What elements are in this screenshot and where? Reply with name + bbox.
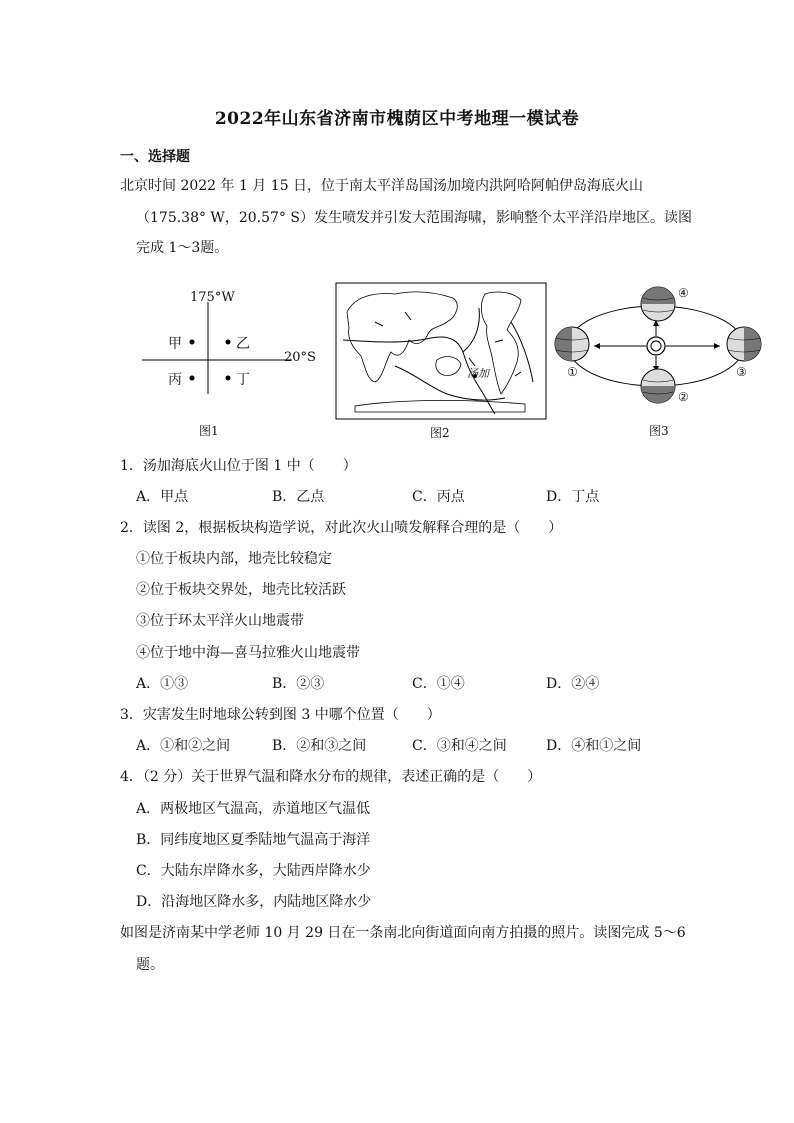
- intro-line-2: （175.38° W，20.57° S）发生喷发并引发大范围海啸，影响整个太平洋沿岸地区。读图: [136, 210, 692, 226]
- point-yi: [226, 340, 231, 345]
- figure-1-axes: [140, 290, 320, 400]
- option-c: C．丙点: [412, 489, 465, 505]
- option-b: B．②③: [272, 676, 325, 692]
- question-3-stem: 3．灾害发生时地球公转到图 3 中哪个位置（ ）: [120, 707, 441, 723]
- label-yi: 乙: [236, 336, 250, 352]
- statement-2: ②位于板块交界处，地壳比较活跃: [136, 582, 346, 598]
- position-2-label: ②: [678, 390, 689, 404]
- page-title: 2022年山东省济南市槐荫区中考地理一模试卷: [214, 109, 580, 129]
- earth-position-2-icon: [641, 369, 675, 403]
- question-4-option-b: B．同纬度地区夏季陆地气温高于海洋: [136, 832, 371, 848]
- figure-1-coordinate-diagram: [140, 290, 320, 400]
- option-d: D．②④: [546, 676, 600, 692]
- figure-1-caption: 图1: [199, 424, 219, 438]
- label-bing: 丙: [168, 372, 182, 388]
- question-4-option-d: D．沿海地区降水多，内陆地区降水少: [136, 894, 372, 910]
- option-a: A．①③: [136, 676, 189, 692]
- position-1-label: ①: [567, 365, 578, 379]
- earth-position-4-icon: [641, 287, 675, 321]
- statement-1: ①位于板块内部，地壳比较稳定: [136, 551, 332, 567]
- option-d: D．丁点: [546, 489, 600, 505]
- point-ding: [226, 376, 231, 381]
- label-ding: 丁: [236, 372, 250, 388]
- question-1-stem: 1．汤加海底火山位于图 1 中（ ）: [120, 458, 357, 474]
- point-bing: [190, 376, 195, 381]
- question-4-option-c: C．大陆东岸降水多，大陆西岸降水少: [136, 863, 371, 879]
- option-c: C．③和④之间: [412, 738, 507, 754]
- intro2-line-1: 如图是济南某中学老师 10 月 29 日在一条南北向街道面向南方拍摄的照片。读图完成 5～6: [120, 925, 686, 941]
- statement-4: ④位于地中海—喜马拉雅火山地震带: [136, 645, 360, 661]
- longitude-label: 175°W: [190, 290, 235, 305]
- section-heading: 一、选择题: [120, 149, 190, 165]
- question-4-stem: 4．（2 分）关于世界气温和降水分布的规律，表述正确的是（ ）: [120, 769, 542, 785]
- option-b: B．②和③之间: [272, 738, 367, 754]
- plate-map-graphic: [335, 282, 547, 420]
- figure-2-caption: 图2: [430, 426, 450, 440]
- tonga-label: 汤加: [467, 367, 489, 380]
- question-2-stem: 2．读图 2，根据板块构造学说，对此次火山喷发解释合理的是（ ）: [120, 520, 563, 536]
- orbit-graphic: [550, 284, 768, 414]
- option-d: D．④和①之间: [546, 738, 642, 754]
- intro-line-1: 北京时间 2022 年 1 月 15 日，位于南太平洋岛国汤加境内洪阿哈阿帕伊岛海底火山: [120, 178, 644, 194]
- latitude-label: 20°S: [284, 350, 316, 365]
- option-c: C．①④: [412, 676, 465, 692]
- figure-2-plate-map: [335, 282, 547, 420]
- label-jia: 甲: [168, 336, 182, 352]
- question-4-option-a: A．两极地区气温高，赤道地区气温低: [136, 801, 371, 817]
- option-b: B．乙点: [272, 489, 325, 505]
- figure-3-caption: 图3: [649, 424, 669, 438]
- intro2-line-2: 题。: [136, 957, 164, 973]
- intro-line-3: 完成 1～3题。: [136, 240, 229, 256]
- option-a: A．甲点: [136, 489, 189, 505]
- option-a: A．①和②之间: [136, 738, 231, 754]
- figure-3-orbit-diagram: [550, 284, 768, 414]
- point-jia: [190, 340, 195, 345]
- statement-3: ③位于环太平洋火山地震带: [136, 613, 304, 629]
- earth-position-3-icon: [727, 327, 761, 361]
- position-4-label: ④: [678, 286, 689, 300]
- earth-position-1-icon: [555, 327, 589, 361]
- position-3-label: ③: [736, 365, 747, 379]
